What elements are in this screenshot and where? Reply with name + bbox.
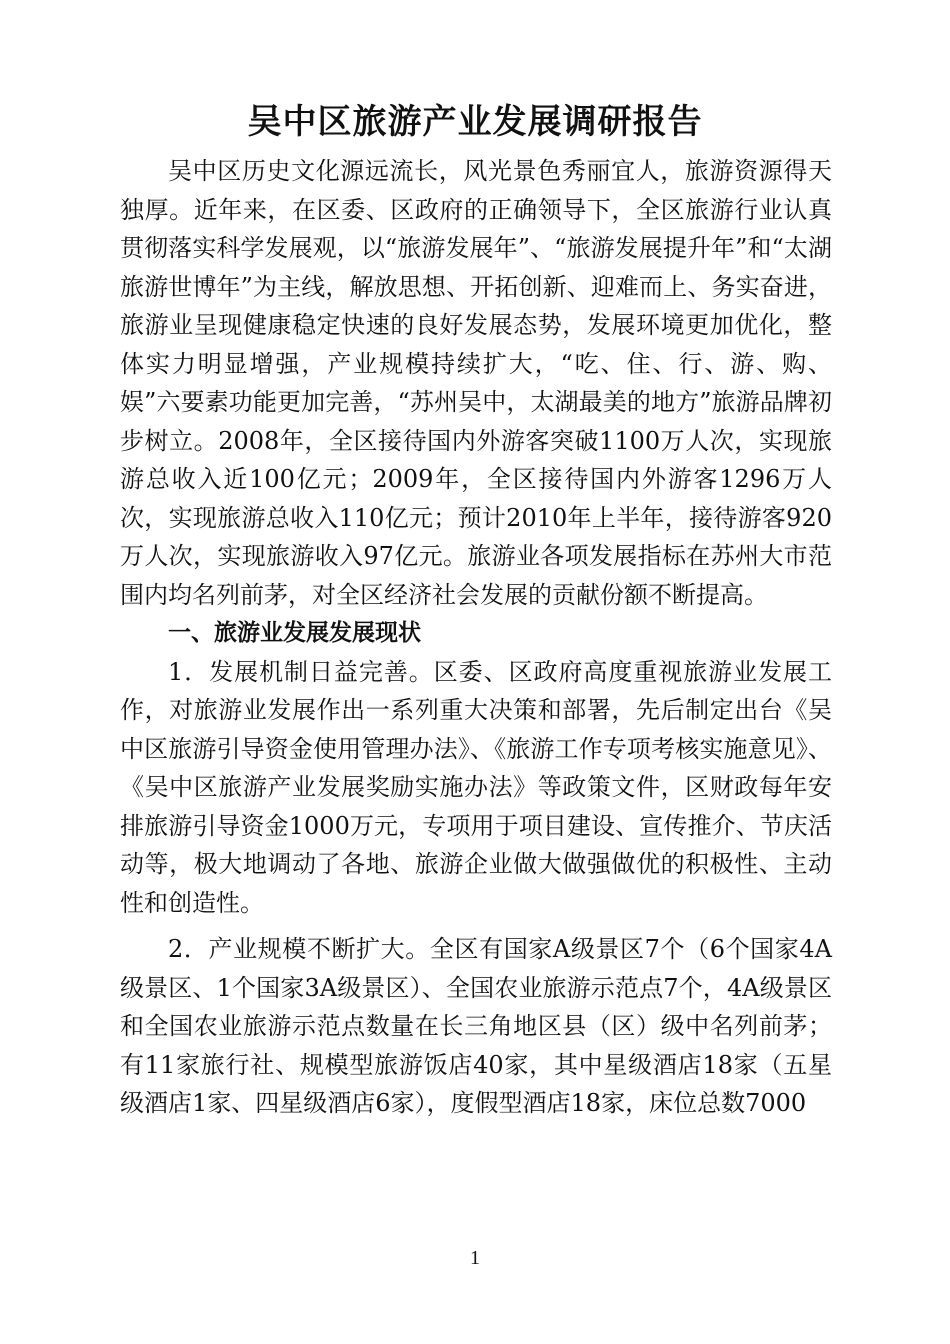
paragraph-development-mechanism: 1．发展机制日益完善。区委、区政府高度重视旅游业发展工作，对旅游业发展作出一系列重大决策和部署，先后制定出台《吴中区旅游引导资金使用管理办法》、《旅游工作专项考核实施意见》、《吴中区旅游产业发展奖励实施办法》等政策文件，区财政每年安排旅游引导资金1000万元，专项用于项目建设、宣传推介、节庆活动等，极大地调动了各地、旅游企业做大做强做优的积极性、主动性和创造性。 xyxy=(120,657,832,917)
paragraph-industry-scale: 2．产业规模不断扩大。全区有国家A级景区7个（6个国家4A级景区、1个国家3A级景区）、全国农业旅游示范点7个，4A级景区和全国农业旅游示范点数量在长三角地区县（区）级中名列前茅；有11家旅行社、规模型旅游饭店40家，其中星级酒店18家（五星级酒店1家、四星级酒店6家），度假型酒店18家，床位总数7000 xyxy=(120,935,832,1117)
document-title: 吴中区旅游产业发展调研报告 xyxy=(247,102,703,142)
section-heading: 一、旅游业发展发展现状 xyxy=(168,620,421,646)
document-body xyxy=(120,152,832,1123)
intro-paragraph: 吴中区历史文化源远流长，风光景色秀丽宜人，旅游资源得天独厚。近年来，在区委、区政府的正确领导下，全区旅游行业认真贯彻落实科学发展观，以“旅游发展年”、“旅游发展提升年”和“太湖旅游世博年”为主线，解放思想、开拓创新、迎难而上、务实奋进，旅游业呈现健康稳定快速的良好发展态势，发展环境更加优化，整体实力明显增强，产业规模持续扩大，“吃、住、行、游、购、娱”六要素功能更加完善，“苏州吴中，太湖最美的地方”旅游品牌初步树立。2008年，全区接待国内外游客突破1100万人次，实现旅游总收入近100亿元；2009年，全区接待国内外游客1296万人次，实现旅游总收入110亿元；预计2010年上半年，接待游客920万人次，实现旅游收入97亿元。旅游业各项发展指标在苏州大市范围内均名列前茅，对全区经济社会发展的贡献份额不断提高。 xyxy=(120,157,832,609)
page-number: 1 xyxy=(470,1247,480,1269)
